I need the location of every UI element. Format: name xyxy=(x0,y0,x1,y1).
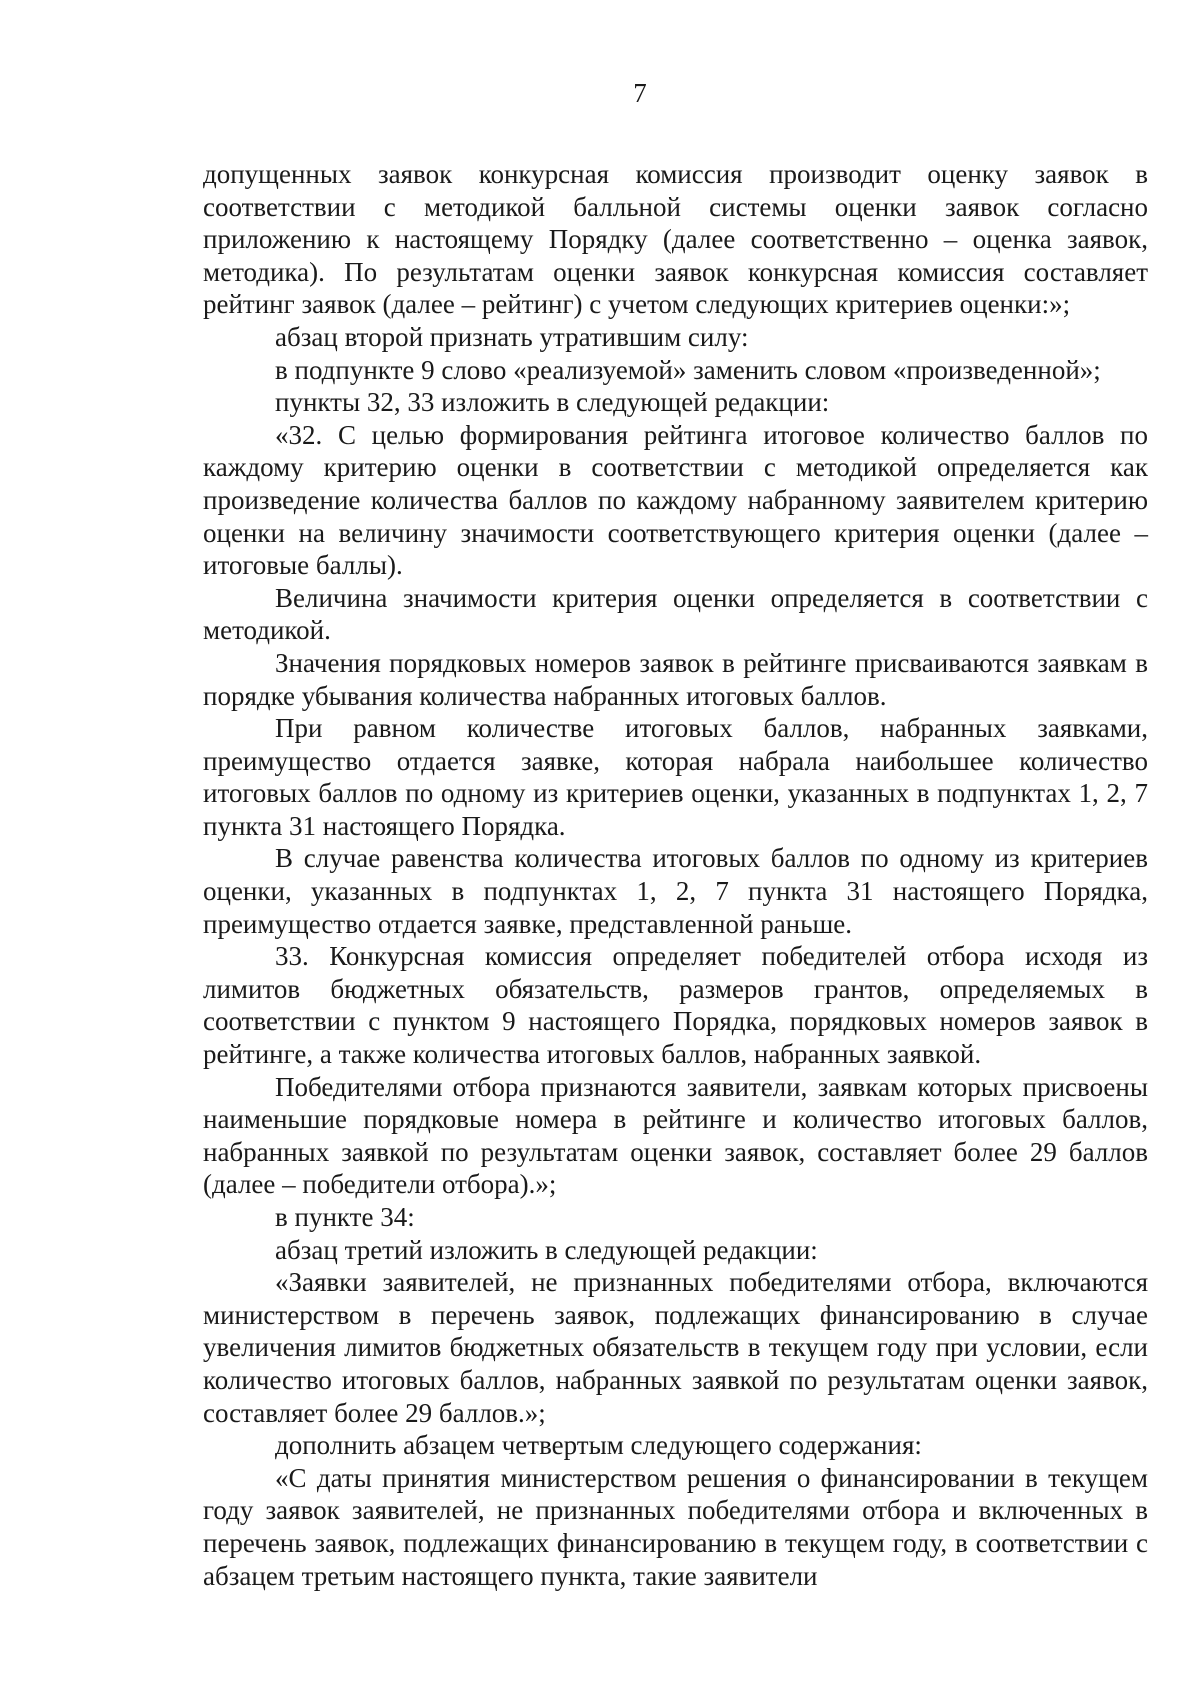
paragraph-10: 33. Конкурсная комиссия определяет победителей отбора исходя из лимитов бюджетных обязательств, размеров грантов, определяемых в соответствии с пунктом 9 настоящего Порядка, порядковых номеров заявок в рейтинге, а также количества итоговых баллов, набранных заявкой. xyxy=(203,941,1148,1070)
paragraph-5: «32. С целью формирования рейтинга итоговое количество баллов по каждому критерию оценки в соответствии с методикой определяется как произведение количества баллов по каждому набранному заявителем критерию оценки на величину значимости соответствующего критерия оценки (далее – итоговые баллы). xyxy=(203,419,1148,581)
document-body xyxy=(203,158,1148,1592)
paragraph-4: пункты 32, 33 изложить в следующей редакции: xyxy=(275,387,830,418)
paragraph-15: дополнить абзацем четвертым следующего содержания: xyxy=(275,1430,922,1461)
paragraph-11: Победителями отбора признаются заявители, заявкам которых присвоены наименьшие порядковые номера в рейтинге и количество итоговых баллов, набранных заявкой по результатам оценки заявок, составляет более 29 баллов (далее – победители отбора).»; xyxy=(203,1071,1148,1200)
paragraph-3: в подпункте 9 слово «реализуемой» заменить словом «произведенной»; xyxy=(275,354,1101,385)
paragraph-1: допущенных заявок конкурсная комиссия производит оценку заявок в соответствии с методикой балльной системы оценки заявок согласно приложению к настоящему Порядку (далее соответственно – оценка заявок, методика). По результатам оценки заявок конкурсная комиссия составляет рейтинг заявок (далее – рейтинг) с учетом следующих критериев оценки:»; xyxy=(203,159,1148,320)
page-number: 7 xyxy=(633,78,647,108)
paragraph-9: В случае равенства количества итоговых баллов по одному из критериев оценки, указанных в подпунктах 1, 2, 7 пункта 31 настоящего Порядка, преимущество отдается заявке, представленной раньше. xyxy=(203,843,1148,939)
paragraph-14: «Заявки заявителей, не признанных победителями отбора, включаются министерством в перечень заявок, подлежащих финансированию в случае увеличения лимитов бюджетных обязательств в текущем году при условии, если количество итоговых баллов, набранных заявкой по результатам оценки заявок, составляет более 29 баллов.»; xyxy=(203,1267,1148,1428)
paragraph-12: в пункте 34: xyxy=(275,1202,415,1232)
paragraph-6: Величина значимости критерия оценки определяется в соответствии с методикой. xyxy=(203,582,1148,646)
paragraph-13: абзац третий изложить в следующей редакции: xyxy=(275,1234,818,1265)
paragraph-16: «С даты принятия министерством решения о финансировании в текущем году заявок заявителей, не признанных победителями отбора и включенных в перечень заявок, подлежащих финансированию в текущем году, в соответствии с абзацем третьим настоящего пункта, такие заявители xyxy=(203,1462,1148,1591)
paragraph-8: При равном количестве итоговых баллов, набранных заявками, преимущество отдается заявке, которая набрала наибольшее количество итоговых баллов по одному из критериев оценки, указанных в подпунктах 1, 2, 7 пункта 31 настоящего Порядка. xyxy=(203,713,1148,841)
paragraph-7: Значения порядковых номеров заявок в рейтинге присваиваются заявкам в порядке убывания количества набранных итоговых баллов. xyxy=(203,647,1148,711)
paragraph-2: абзац второй признать утратившим силу: xyxy=(275,321,749,352)
